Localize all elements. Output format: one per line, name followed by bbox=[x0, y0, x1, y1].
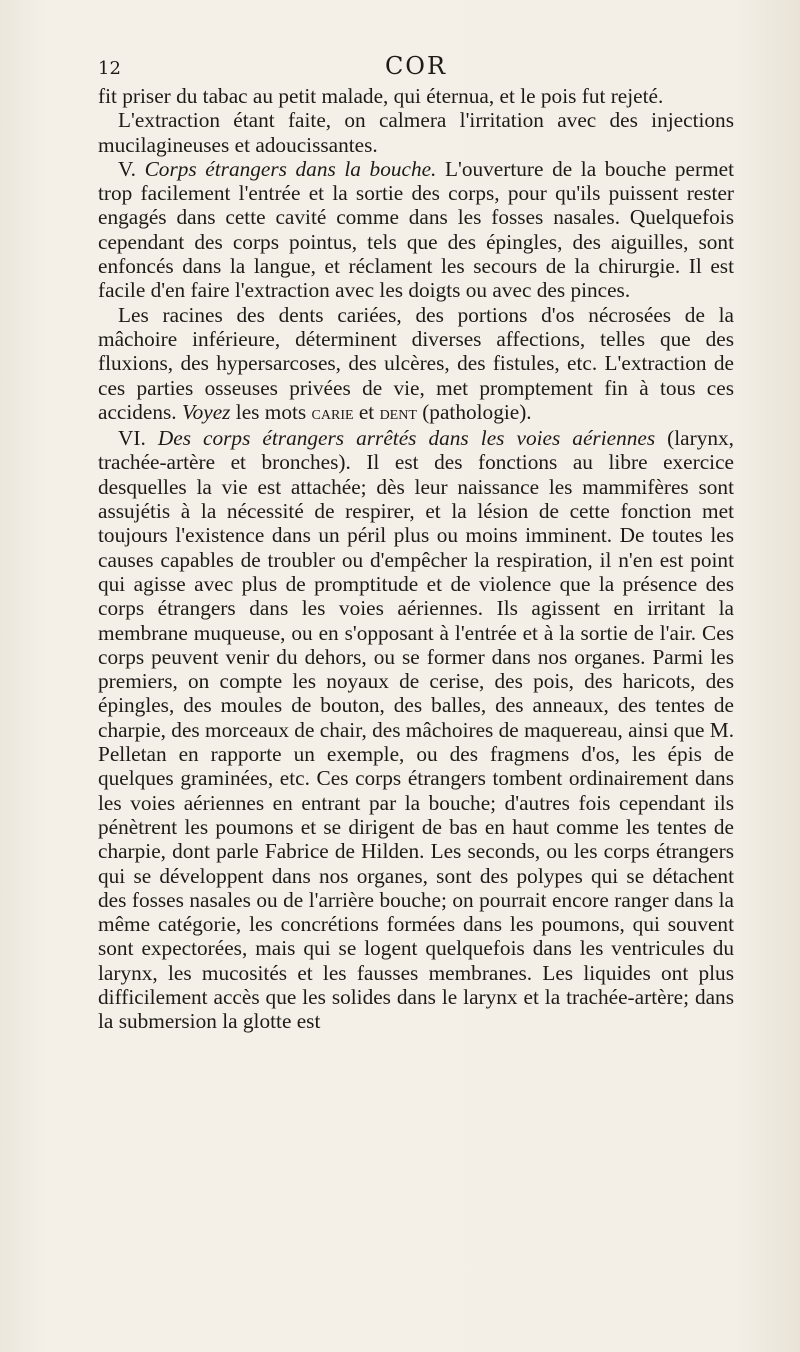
paragraph-text: (larynx, trachée-artère et bronches). Il est des fonctions au libre exercice desquelles la vie est attachée; dès leur naissance les mammifères sont assujétis à la nécessité de respirer, et la lésion de cette fonction met toujours l'existence dans un péril plus ou moins imminent. De toutes les causes capables de troubler ou d'empêcher la respiration, il n'en est point qui agisse avec plus de promptitude et de violence que la présence des corps étrangers dans les voies aériennes. Ils agissent en irritant la membrane muqueuse, ou en s'opposant à l'entrée et à la sortie de l'air. Ces corps peuvent venir du dehors, ou se former dans nos organes. Parmi les premiers, on compte les noyaux de cerise, des pois, des haricots, des épingles, des moules de bouton, des balles, des anneaux, des tentes de charpie, des morceaux de chair, des mâchoires de maquereau, ainsi que M. Pelletan en rapporte un exemple, ou des fragmens d'os, les épis de quelques graminées, etc. Ces corps étrangers tombent ordinairement dans les voies aériennes en entrant par la bouche; d'autres fois cependant ils pénètrent les poumons et se dirigent de bas en haut comme les tentes de charpie, dont parle Fabrice de Hilden. Les seconds, ou les corps étrangers qui se développent dans nos organes, sont des polypes qui se détachent des fosses nasales ou de l'arrière bouche; on pourrait encore ranger dans la même catégorie, les concrétions formées dans les poumons, qui souvent sont expectorées, mais qui se logent quelquefois dans les ventricules du larynx, les mucosités et les fausses membranes. Les liquides ont plus difficilement accès que les solides dans le larynx et la trachée-artère; dans la submersion la glotte est bbox=[98, 426, 735, 1034]
running-head: COR bbox=[384, 52, 448, 80]
page-header bbox=[98, 52, 734, 82]
cross-reference-see: Voyez bbox=[181, 399, 231, 424]
cross-reference-term: dent bbox=[379, 402, 417, 424]
section-heading: Corps étrangers dans la bouche. bbox=[144, 156, 437, 181]
body-text bbox=[98, 84, 734, 1034]
paragraph-text: (pathologie). bbox=[422, 399, 532, 424]
paragraph-text: Les racines des dents cariées, des portions d'os nécrosées de la mâchoire inférieure, déterminent diverses affections, telles que des fluxions, des hypersarcoses, des ulcères, des fistules, etc. L'extraction de ces parties osseuses privées de vie, met promptement fin à tous ces accidens. bbox=[98, 302, 734, 424]
cross-reference-term: carie bbox=[311, 402, 354, 424]
section-vi bbox=[98, 426, 734, 1033]
section-number: VI. bbox=[118, 426, 146, 451]
section-number: V. bbox=[118, 156, 136, 181]
paragraph-text: L'ouverture de la bouche permet trop facilement l'entrée et la sortie des corps, pour qu'ils puissent rester engagés dans cette cavité comme dans les fosses nasales. Quelquefois cependant des corps pointus, tels que des épingles, des aiguilles, sont enfoncés dans la langue, et réclament les secours de la chirurgie. Il est facile d'en faire l'extraction avec les doigts ou avec des pinces. bbox=[98, 156, 735, 303]
section-heading: Des corps étrangers arrêtés dans les voies aériennes bbox=[157, 426, 656, 451]
paragraph bbox=[98, 303, 734, 426]
page-number: 12 bbox=[98, 58, 121, 79]
paragraph-text: les mots bbox=[235, 399, 307, 424]
paragraph bbox=[98, 108, 734, 157]
paragraph-text: fit priser du tabac au petit malade, qui éternua, et le pois fut rejeté. bbox=[98, 84, 664, 108]
paragraph-continuation bbox=[98, 84, 734, 108]
paragraph-text: et bbox=[358, 399, 375, 424]
paragraph-text: L'extraction étant faite, on calmera l'irritation avec des injections mucilagineuses et adoucissantes. bbox=[98, 108, 734, 157]
section-v bbox=[98, 157, 734, 303]
